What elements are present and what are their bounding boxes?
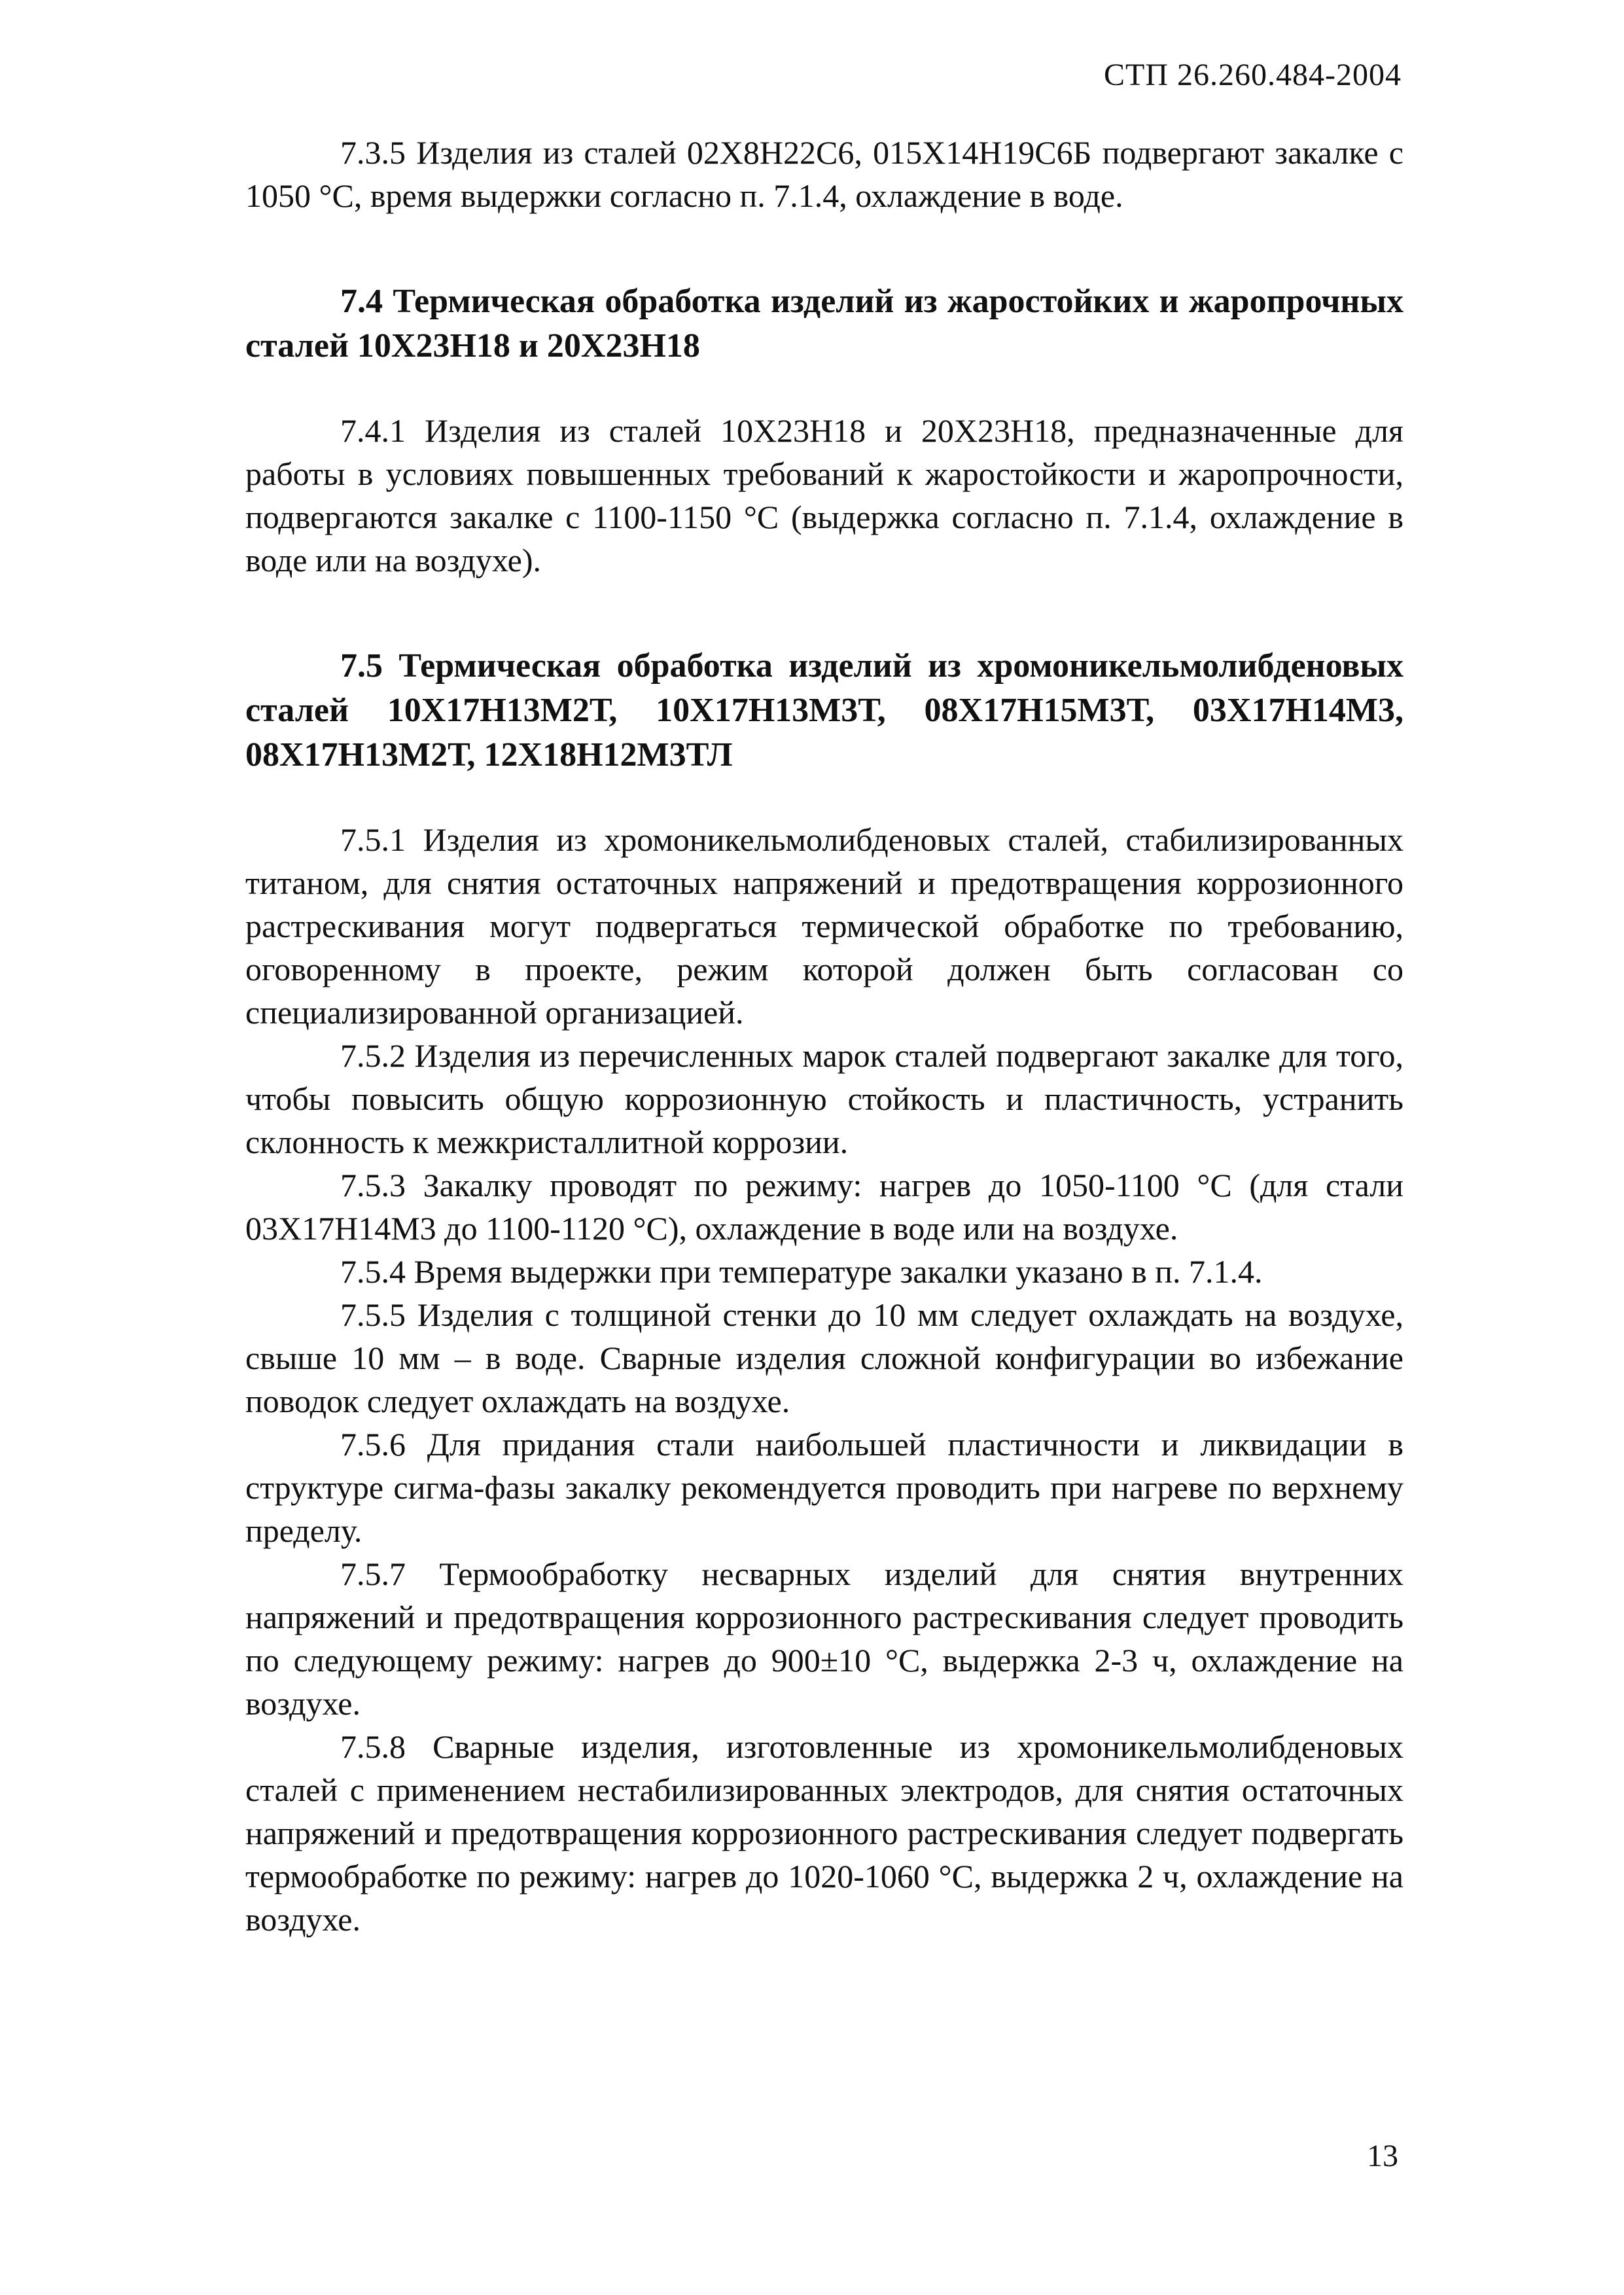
paragraph-7-5-6: 7.5.6 Для придания стали наибольшей пластичности и ликвидации в структуре сигма-фазы закалку рекомендуется проводить при нагреве по верхнему пределу. <box>245 1426 1403 1549</box>
section-heading-7-5: 7.5 Термическая обработка изделий из хромоникельмолибденовых сталей 10Х17Н13М2Т, 10Х17Н13М3Т, 08Х17Н15М3Т, 03Х17Н14М3, 08Х17Н13М2Т, 12Х18Н12М3ТЛ <box>245 647 1403 774</box>
page-number: 13 <box>1367 2139 1398 2173</box>
section-heading-7-4: 7.4 Термическая обработка изделий из жаростойких и жаропрочных сталей 10Х23Н18 и 20Х23Н18 <box>245 283 1403 365</box>
paragraph-7-5-3: 7.5.3 Закалку проводят по режиму: нагрев до 1050-1100 °С (для стали 03Х17Н14М3 до 1100-1120 °С), охлаждение в воде или на воздухе. <box>245 1167 1403 1247</box>
paragraph-7-5-7: 7.5.7 Термообработку несварных изделий для снятия внутренних напряжений и предотвращения коррозионного растрескивания следует проводить по следующему режиму: нагрев до 900±10 °С, выдержка 2-3 ч, охлаждение на воздухе. <box>245 1556 1403 1722</box>
paragraph-7-5-5: 7.5.5 Изделия с толщиной стенки до 10 мм следует охлаждать на воздухе, свыше 10 мм – в воде. Сварные изделия сложной конфигурации во избежание поводок следует охлаждать на воздухе. <box>245 1296 1403 1419</box>
paragraph-7-5-8: 7.5.8 Сварные изделия, изготовленные из хромоникельмолибденовых сталей с применением нестабилизированных электродов, для снятия остаточных напряжений и предотвращения коррозионного растрескивания следует подвергать термообработке по режиму: нагрев до 1020-1060 °С, выдержка 2 ч, охлаждение на воздухе. <box>245 1728 1403 1938</box>
document-body <box>245 131 1403 1941</box>
paragraph-7-5-4: 7.5.4 Время выдержки при температуре закалки указано в п. 7.1.4. <box>340 1253 1263 1290</box>
paragraph-7-3-5: 7.3.5 Изделия из сталей 02Х8Н22С6, 015Х14Н19С6Б подвергают закалке с 1050 °С, время выдержки согласно п. 7.1.4, охлаждение в воде. <box>245 134 1403 214</box>
document-code: СТП 26.260.484-2004 <box>1104 58 1402 92</box>
paragraph-7-5-1: 7.5.1 Изделия из хромоникельмолибденовых сталей, стабилизированных титаном, для снятия остаточных напряжений и предотвращения коррозионного растрескивания могут подвергаться термической обработке по требованию, оговоренному в проекте, режим которой должен быть согласован со специализированной организацией. <box>245 821 1403 1031</box>
paragraph-7-5-2: 7.5.2 Изделия из перечисленных марок сталей подвергают закалке для того, чтобы повысить общую коррозионную стойкость и пластичность, устранить склонность к межкристаллитной коррозии. <box>245 1037 1403 1160</box>
paragraph-7-4-1: 7.4.1 Изделия из сталей 10Х23Н18 и 20Х23Н18, предназначенные для работы в условиях повышенных требований к жаростойкости и жаропрочности, подвергаются закалке с 1100-1150 °С (выдержка согласно п. 7.1.4, охлаждение в воде или на воздухе). <box>245 412 1403 578</box>
